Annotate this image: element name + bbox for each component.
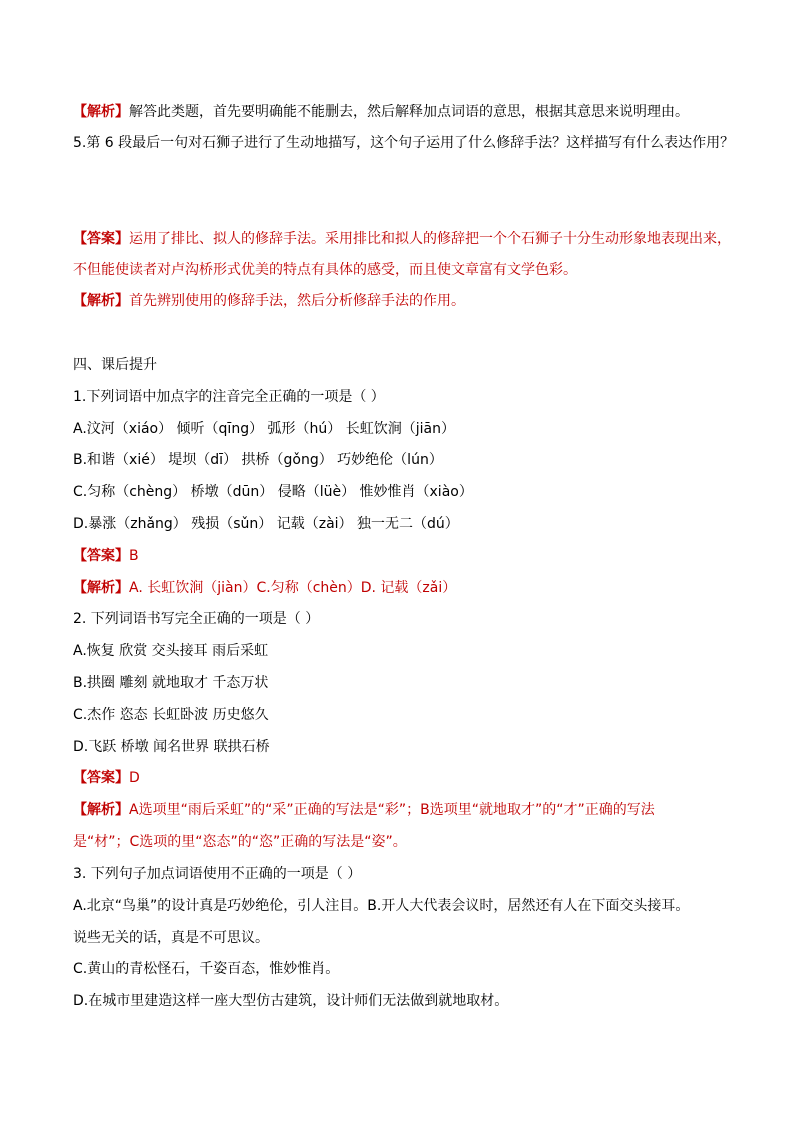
question-3-option-a-b: A.北京“鸟巢”的设计真是巧妙绝伦，引人注目。B.开人大代表会议时，居然还有人在下面交头接耳。 [73,898,690,914]
analysis-tag: 【解析】 [73,293,129,309]
analysis-tag: 【解析】 [73,104,129,120]
analysis-1 [73,578,456,598]
question-2-option-c: C.杰作 恣态 长虹卧波 历史悠久 [73,707,269,723]
question-2-option-b: B.拱圈 雕刻 就地取才 千态万状 [73,675,269,691]
analysis-2-line-2: 是“材”；C选项的里“恣态”的“恣”正确的写法是“姿”。 [73,834,407,850]
question-1: 1.下列词语中加点字的注音完全正确的一项是（ ） [73,389,385,405]
question-3-option-d: D.在城市里建造这样一座大型仿古建筑，设计师们无法做到就地取材。 [73,993,509,1009]
answer-text: 运用了排比、拟人的修辞手法。采用排比和拟人的修辞把一个个石狮子十分生动形象地表现出来， [129,231,731,247]
question-1-option-c: C.匀称（chèng） 桥墩（dūn） 侵略（lüè） 惟妙惟肖（xiào） [73,484,473,500]
question-3: 3. 下列句子加点词语使用不正确的一项是（ ） [73,866,362,882]
analysis-text: A. 长虹饮涧（jiàn）C.匀称（chèn）D. 记载（zǎi） [129,580,457,596]
analysis-text: 首先辨别使用的修辞手法，然后分析修辞手法的作用。 [129,293,465,309]
question-2-option-d: D.飞跃 桥墩 闻名世界 联拱石桥 [73,739,270,755]
answer-tag: 【答案】 [73,548,129,564]
answer-tag: 【答案】 [73,770,129,786]
analysis-line-4 [73,102,689,122]
answer-1 [73,546,139,566]
answer-5-line-1 [73,229,731,249]
question-5: 5.第 6 段最后一句对石狮子进行了生动地描写，这个句子运用了什么修辞手法？这样描写有什么表达作用？ [73,135,735,151]
question-3-option-b-cont: 说些无关的话，真是不可思议。 [73,930,269,946]
section-heading: 四、课后提升 [73,357,157,373]
question-3-option-c: C.黄山的青松怪石，千姿百态，惟妙惟肖。 [73,961,340,977]
question-1-option-a: A.汶河（xiáo） 倾听（qīng） 弧形（hú） 长虹饮涧（jiān） [73,421,455,437]
analysis-text: 解答此类题，首先要明确能不能删去，然后解释加点词语的意思，根据其意思来说明理由。 [129,104,689,120]
answer-text: D [129,770,140,786]
answer-text: B [129,548,139,564]
answer-2 [73,768,140,788]
analysis-2-line-1 [73,800,655,820]
answer-5-line-2: 不但能使读者对卢沟桥形式优美的特点有具体的感受，而且使文章富有文学色彩。 [73,262,577,278]
question-2: 2. 下列词语书写完全正确的一项是（ ） [73,611,320,627]
question-1-option-d: D.暴涨（zhǎng） 残损（sǔn） 记载（zài） 独一无二（dú） [73,516,459,532]
analysis-tag: 【解析】 [73,802,129,818]
analysis-tag: 【解析】 [73,580,129,596]
analysis-5 [73,291,465,311]
answer-tag: 【答案】 [73,231,129,247]
question-2-option-a: A.恢复 欣赏 交头接耳 雨后采虹 [73,643,269,659]
question-1-option-b: B.和谐（xié） 堤坝（dī） 拱桥（gǒng） 巧妙绝伦（lún） [73,452,443,468]
analysis-text: A选项里“雨后采虹”的“采”正确的写法是“彩”；B选项里“就地取才”的“才”正确的写法 [129,802,655,818]
